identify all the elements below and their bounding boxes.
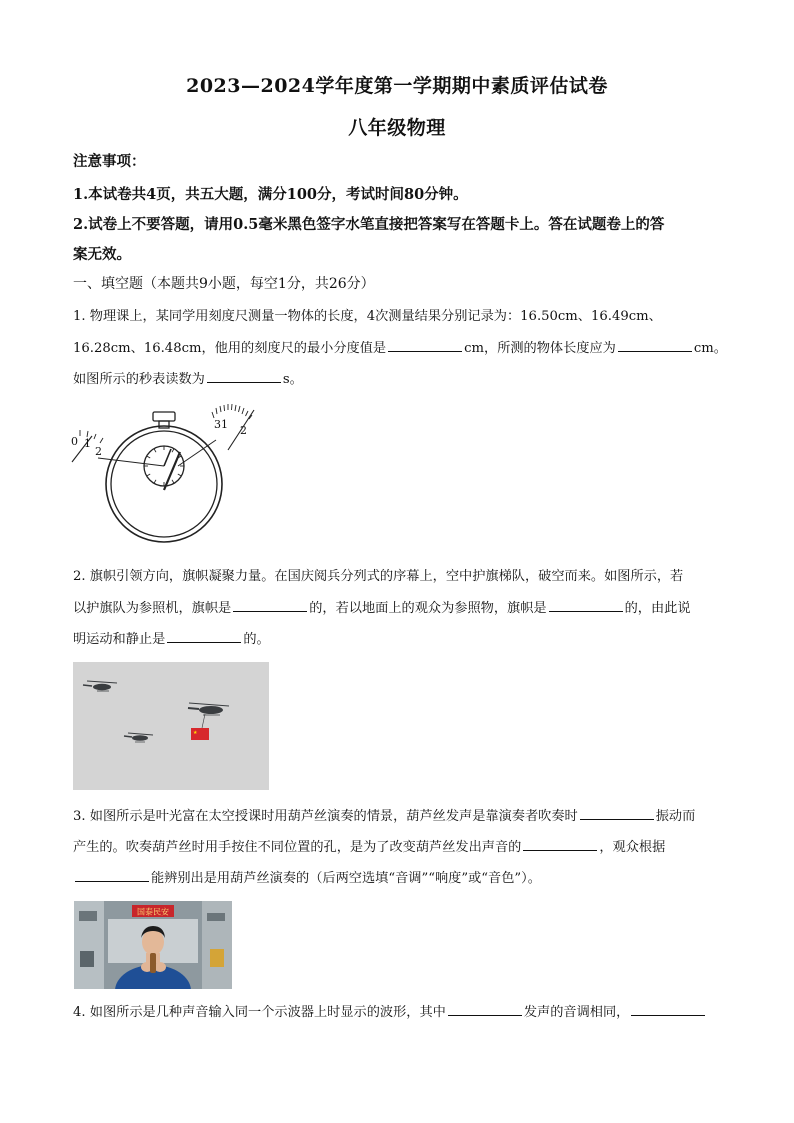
flag-star-icon: ★	[193, 730, 198, 736]
q1-blank-1[interactable]	[388, 337, 462, 352]
q1-text-d: 如图所示的秒表读数为	[73, 372, 205, 387]
q2-line3	[73, 628, 270, 651]
banner-text: 国泰民安	[137, 907, 169, 917]
q3-line3	[73, 867, 541, 890]
q2-text-d: 明运动和静止是	[73, 632, 166, 647]
q4-blank-1[interactable]	[448, 1001, 522, 1016]
q3-text-a: 3. 如图所示是叶光富在太空授课时用葫芦丝演奏的情景，葫芦丝发声是靠演奏者吹奏时	[73, 809, 578, 824]
notes-item-2-line1: 2.试卷上不要答题，请用0.5毫米黑色签字水笔直接把答案写在答题卡上。答在试题卷上的答	[73, 216, 665, 233]
helicopter-3	[124, 733, 153, 742]
large-dial-label-2: 2	[240, 424, 247, 437]
stopwatch-stem	[159, 421, 169, 428]
stopwatch-second-hand	[164, 449, 171, 466]
large-dial-label-31: 31	[214, 418, 228, 431]
notes-item-1: 1.本试卷共4页，共五大题，满分100分，考试时间80分钟。	[73, 186, 468, 203]
q1-line2	[73, 337, 727, 360]
stopwatch-figure	[68, 400, 268, 550]
q2-text-a: 以护旗队为参照机，旗帜是	[73, 601, 232, 616]
q4-line1	[73, 1001, 707, 1024]
helicopter-1	[83, 681, 117, 691]
q3-blank-2[interactable]	[523, 836, 597, 851]
pointer-line-left	[98, 458, 164, 466]
astronaut-face	[142, 929, 164, 955]
q1-blank-2[interactable]	[618, 337, 692, 352]
q3-text-b: 振动而	[655, 809, 696, 824]
q2-text-e: 的。	[243, 632, 270, 647]
helicopter-photo	[73, 662, 269, 790]
small-dial-label-2: 2	[95, 445, 102, 458]
q1-text-b: cm，所测的物体长度应为	[464, 341, 616, 356]
exam-title: 2023—2024学年度第一学期期中素质评估试卷	[186, 75, 608, 97]
q2-blank-1[interactable]	[233, 597, 307, 612]
hulusi-instrument	[150, 953, 156, 973]
q3-text-d: ，观众根据	[599, 840, 666, 855]
q4-blank-2[interactable]	[631, 1001, 705, 1016]
q2-blank-3[interactable]	[167, 628, 241, 643]
q1-blank-3[interactable]	[207, 368, 281, 383]
q3-line2	[73, 836, 665, 859]
q4-text-a: 4. 如图所示是几种声音输入同一个示波器上时显示的波形，其中	[73, 1005, 446, 1020]
q4-text-b: 发声的音调相同，	[523, 1005, 630, 1020]
q2-line2	[73, 597, 691, 620]
notes-item-2-line2: 案无效。	[73, 246, 131, 263]
pointer-line-right	[178, 440, 216, 466]
q3-blank-1[interactable]	[580, 805, 654, 820]
small-dial-label-0: 0	[71, 435, 78, 448]
q1-text-a: 16.28cm、16.48cm，他用的刻度尺的最小分度值是	[73, 341, 387, 356]
stopwatch-crown	[153, 412, 175, 421]
q3-text-c: 产生的。吹奏葫芦丝时用手按住不同位置的孔，是为了改变葫芦丝发出声音的	[73, 840, 522, 855]
section-1-heading: 一、填空题（本题共9小题，每空1分，共26分）	[73, 276, 375, 292]
q3-blank-3[interactable]	[75, 867, 149, 882]
helicopter-2	[188, 703, 229, 728]
astronaut-photo	[74, 901, 232, 989]
q2-line1: 2. 旗帜引领方向，旗帜凝聚力量。在国庆阅兵分列式的序幕上，空中护旗梯队，破空而来。如图所示，若	[73, 569, 684, 584]
q2-text-c: 的，由此说	[624, 601, 691, 616]
q1-text-e: s。	[282, 372, 303, 387]
small-dial-label-1: 1	[84, 437, 91, 450]
notes-heading: 注意事项：	[73, 153, 146, 170]
q2-blank-2[interactable]	[549, 597, 623, 612]
exam-subtitle: 八年级物理	[348, 117, 446, 139]
q1-line1: 1. 物理课上，某同学用刻度尺测量一物体的长度，4次测量结果分别记录为：16.50cm、16.49cm、	[73, 309, 662, 324]
q1-line3	[73, 368, 303, 391]
q2-text-b: 的，若以地面上的观众为参照物，旗帜是	[309, 601, 547, 616]
q3-text-e: 能辨别出是用葫芦丝演奏的（后两空选填“音调”“响度”或“音色”）。	[151, 871, 541, 886]
q3-line1	[73, 805, 695, 828]
q1-text-c: cm。	[693, 341, 727, 356]
